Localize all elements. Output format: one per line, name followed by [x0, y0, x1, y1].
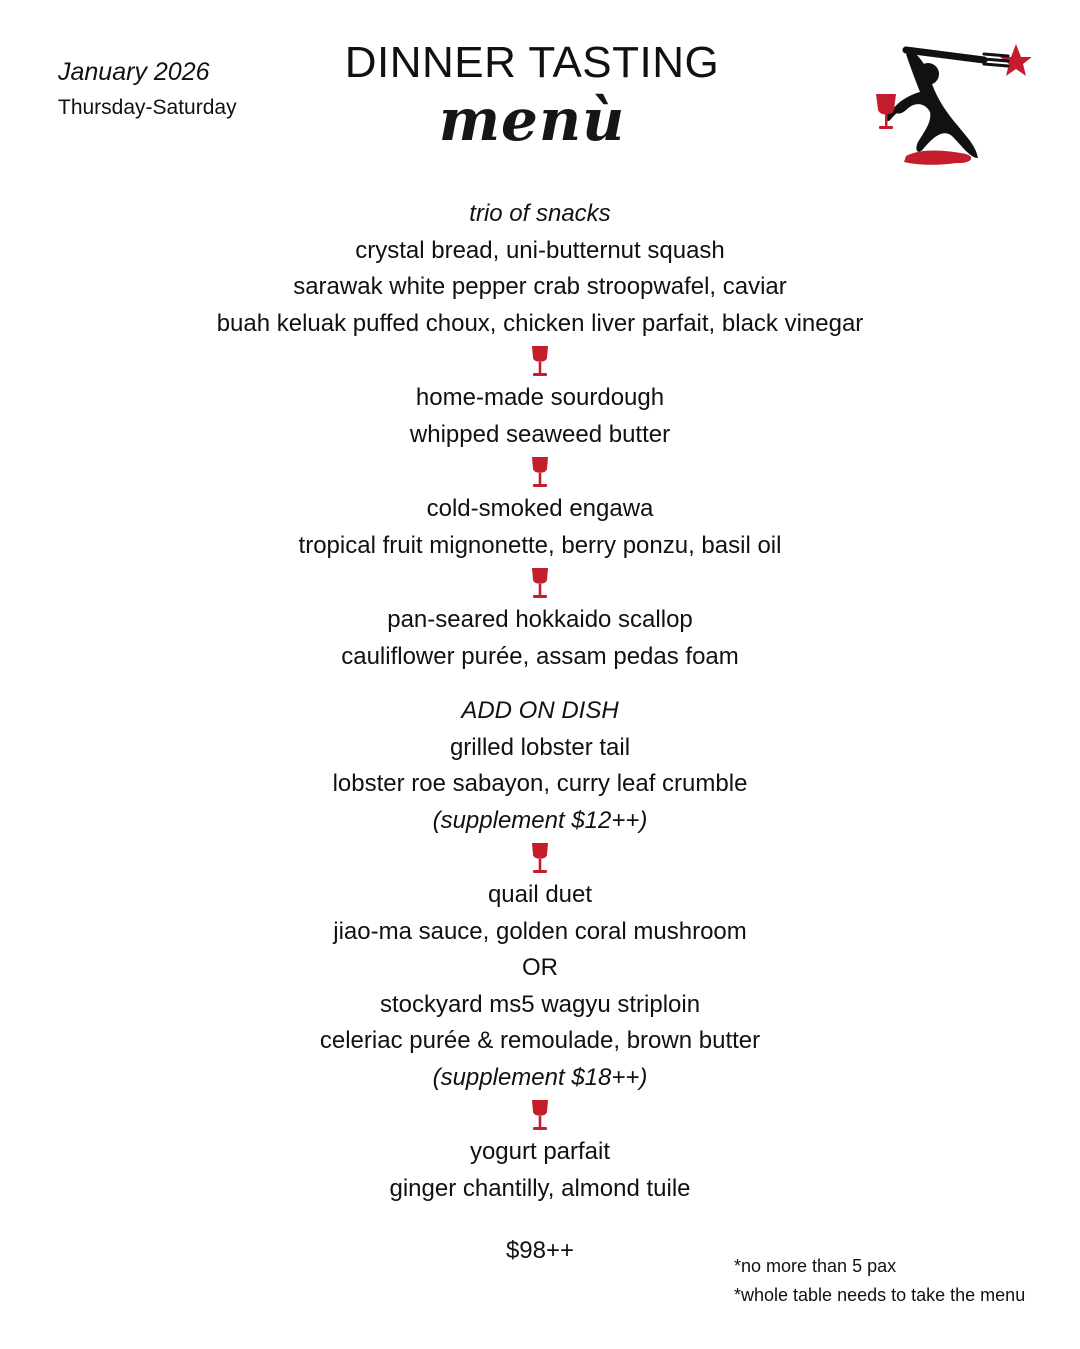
- course-line: celeriac purée & remoulade, brown butter: [319, 1027, 761, 1054]
- course-line: crystal bread, uni-butternut squash: [355, 236, 725, 264]
- course-line: tropical fruit mignonette, berry ponzu, basil oil: [298, 531, 782, 559]
- menu-days: Thursday-Saturday: [58, 96, 237, 119]
- course-line: home-made sourdough: [415, 384, 665, 411]
- dancing-chef-logo-icon: [866, 38, 1031, 173]
- course-line: quail duet: [487, 881, 593, 908]
- course-line: ginger chantilly, almond tuile: [389, 1174, 691, 1202]
- course-line: lobster roe sabayon, curry leaf crumble: [332, 770, 748, 797]
- course-line: pan-seared hokkaido scallop: [387, 606, 693, 633]
- course-line: cauliflower purée, assam pedas foam: [341, 642, 739, 670]
- course-line: grilled lobster tail: [449, 733, 631, 761]
- wine-glass-icon: [530, 455, 550, 489]
- course-line: jiao-ma sauce, golden coral mushroom: [333, 917, 747, 945]
- wine-glass-icon: [530, 841, 550, 875]
- menu-courses: [0, 196, 1080, 1207]
- wine-glass-icon: [530, 566, 550, 600]
- menu-price: $98++: [505, 1237, 575, 1264]
- menu-notes: [734, 1252, 1025, 1310]
- supplement-note: (supplement $12++): [432, 806, 648, 834]
- page-title: DINNER TASTING: [344, 38, 720, 87]
- wine-glass-icon: [530, 1098, 550, 1132]
- course-line: sarawak white pepper crab stroopwafel, caviar: [293, 273, 787, 300]
- course-line: buah keluak puffed choux, chicken liver parfait, black vinegar: [216, 309, 864, 337]
- note-whole-table: *whole table needs to take the menu: [734, 1285, 1026, 1305]
- or-separator: OR: [522, 954, 558, 981]
- course-line: stockyard ms5 wagyu striploin: [379, 990, 701, 1018]
- course-line: whipped seaweed butter: [409, 420, 671, 448]
- course-heading-addon: ADD ON DISH: [461, 697, 619, 724]
- supplement-note: (supplement $18++): [432, 1063, 648, 1091]
- menu-date: January 2026: [58, 58, 210, 86]
- wine-glass-icon: [530, 344, 550, 378]
- course-line: cold-smoked engawa: [426, 495, 654, 522]
- note-pax: *no more than 5 pax: [734, 1256, 897, 1276]
- course-heading-snacks: trio of snacks: [469, 200, 611, 227]
- course-line: yogurt parfait: [469, 1138, 611, 1165]
- script-menu-title: menù: [438, 86, 626, 154]
